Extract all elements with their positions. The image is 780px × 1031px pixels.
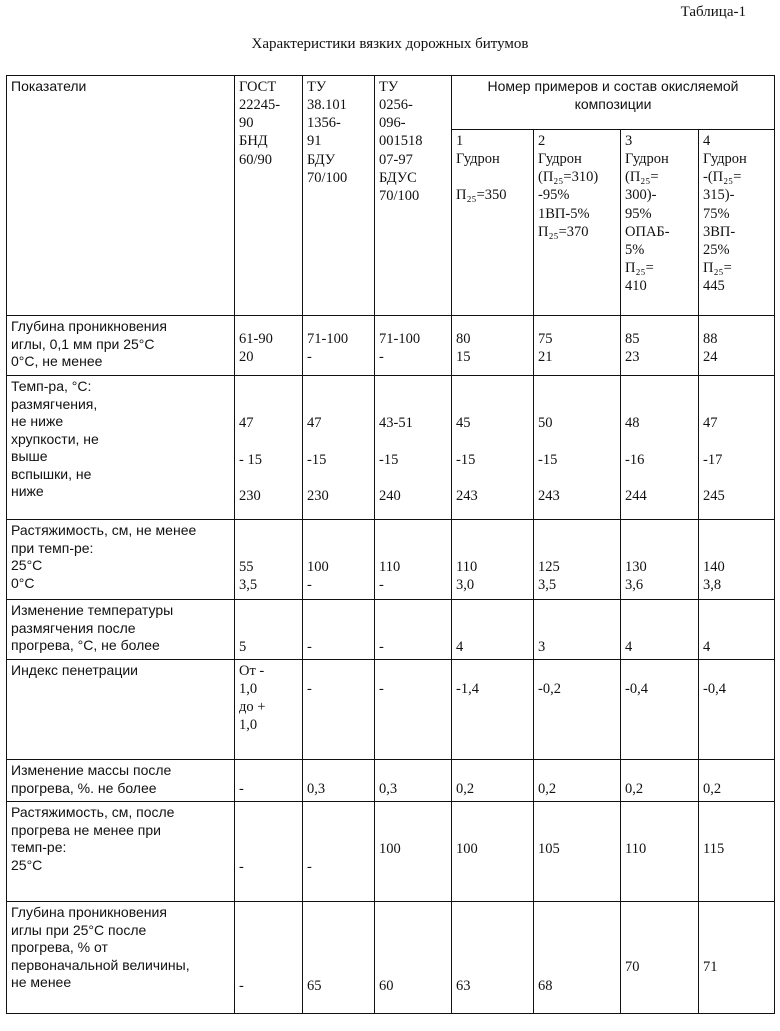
cell-ex2: -0,2 bbox=[534, 660, 621, 760]
cell-gost: 55 3,5 bbox=[235, 520, 303, 600]
cell-ex3: 130 3,6 bbox=[621, 520, 699, 600]
header-example-4: 4 Гудрон -(П₂₅= 315)- 75% 3ВП- 25% П₂₅= 445 bbox=[699, 130, 775, 316]
cell-ex4: 71 bbox=[699, 902, 775, 1014]
cell-gost: - bbox=[235, 760, 303, 802]
cell-tu2: - bbox=[375, 660, 452, 760]
cell-tu1: - bbox=[303, 600, 375, 660]
table-number: Таблица-1 bbox=[680, 4, 746, 20]
header-example-3: 3 Гудрон (П₂₅= 300)- 95% ОПАБ- 5% П₂₅= 410 bbox=[621, 130, 699, 316]
cell-tu2: 71-100 - bbox=[375, 316, 452, 376]
cell-ex3: -0,4 bbox=[621, 660, 699, 760]
header-gost: ГОСТ 22245- 90 БНД 60/90 bbox=[235, 76, 303, 316]
cell-tu1: 71-100 - bbox=[303, 316, 375, 376]
cell-gost: 61-90 20 bbox=[235, 316, 303, 376]
cell-ex1: 45 -15 243 bbox=[452, 376, 534, 520]
cell-tu1: - bbox=[303, 802, 375, 902]
cell-tu2: 0,3 bbox=[375, 760, 452, 802]
row-label: Глубина проникновения иглы при 25°C после прогрева, % от первоначальной величины, не менее bbox=[7, 902, 235, 1014]
table-row bbox=[7, 760, 775, 802]
cell-ex2: 125 3,5 bbox=[534, 520, 621, 600]
cell-ex3: 4 bbox=[621, 600, 699, 660]
cell-ex4: -0,4 bbox=[699, 660, 775, 760]
cell-ex4: 4 bbox=[699, 600, 775, 660]
bitumen-characteristics-table bbox=[6, 75, 775, 1014]
header-example-2: 2 Гудрон (П₂₅=310) -95% 1ВП-5% П₂₅=370 bbox=[534, 130, 621, 316]
table-row bbox=[7, 600, 775, 660]
row-label: Растяжимость, см, не менее при темп-ре: 25°C 0°C bbox=[7, 520, 235, 600]
cell-ex4: 115 bbox=[699, 802, 775, 902]
row-label: Изменение массы после прогрева, %. не более bbox=[7, 760, 235, 802]
cell-tu2: - bbox=[375, 600, 452, 660]
cell-ex3: 48 -16 244 bbox=[621, 376, 699, 520]
cell-tu2: 100 bbox=[375, 802, 452, 902]
cell-tu2: 60 bbox=[375, 902, 452, 1014]
row-label: Растяжимость, см, после прогрева не менее при темп-ре: 25°C bbox=[7, 802, 235, 902]
cell-tu2: 110 - bbox=[375, 520, 452, 600]
cell-ex3: 110 bbox=[621, 802, 699, 902]
header-example-1: 1 Гудрон П₂₅=350 bbox=[452, 130, 534, 316]
cell-ex2: 50 -15 243 bbox=[534, 376, 621, 520]
cell-ex4: 47 -17 245 bbox=[699, 376, 775, 520]
cell-ex1: 63 bbox=[452, 902, 534, 1014]
cell-tu1: - bbox=[303, 660, 375, 760]
cell-ex2: 0,2 bbox=[534, 760, 621, 802]
header-tu1: ТУ 38.101 1356- 91 БДУ 70/100 bbox=[303, 76, 375, 316]
table-row bbox=[7, 520, 775, 600]
cell-gost: - bbox=[235, 802, 303, 902]
header-examples: Номер примеров и состав окисляемой композиции bbox=[452, 76, 775, 130]
cell-ex2: 3 bbox=[534, 600, 621, 660]
cell-ex3: 0,2 bbox=[621, 760, 699, 802]
cell-ex3: 85 23 bbox=[621, 316, 699, 376]
cell-ex1: 110 3,0 bbox=[452, 520, 534, 600]
cell-tu1: 47 -15 230 bbox=[303, 376, 375, 520]
table-title: Характеристики вязких дорожных битумов bbox=[251, 36, 529, 52]
cell-tu1: 100 - bbox=[303, 520, 375, 600]
table-row bbox=[7, 902, 775, 1014]
row-label: Темп-ра, °C: размягчения, не ниже хрупкости, не выше вспышки, не ниже bbox=[7, 376, 235, 520]
header-indicator: Показатели bbox=[7, 76, 235, 316]
cell-ex2: 68 bbox=[534, 902, 621, 1014]
cell-gost: - bbox=[235, 902, 303, 1014]
cell-tu1: 0,3 bbox=[303, 760, 375, 802]
cell-ex1: 80 15 bbox=[452, 316, 534, 376]
cell-ex3: 70 bbox=[621, 902, 699, 1014]
cell-ex4: 140 3,8 bbox=[699, 520, 775, 600]
row-label: Индекс пенетрации bbox=[7, 660, 235, 760]
table-row bbox=[7, 376, 775, 520]
row-label: Изменение температуры размягчения после прогрева, °C, не более bbox=[7, 600, 235, 660]
cell-ex1: -1,4 bbox=[452, 660, 534, 760]
table-row bbox=[7, 802, 775, 902]
table-row bbox=[7, 660, 775, 760]
cell-ex4: 0,2 bbox=[699, 760, 775, 802]
cell-ex1: 100 bbox=[452, 802, 534, 902]
cell-ex2: 75 21 bbox=[534, 316, 621, 376]
row-label: Глубина проникновения иглы, 0,1 мм при 25°C 0°C, не менее bbox=[7, 316, 235, 376]
cell-ex1: 0,2 bbox=[452, 760, 534, 802]
cell-gost: От - 1,0 до + 1,0 bbox=[235, 660, 303, 760]
cell-tu2: 43-51 -15 240 bbox=[375, 376, 452, 520]
header-tu2: ТУ 0256- 096- 001518 07-97 БДУС 70/100 bbox=[375, 76, 452, 316]
cell-ex2: 105 bbox=[534, 802, 621, 902]
cell-tu1: 65 bbox=[303, 902, 375, 1014]
cell-gost: 5 bbox=[235, 600, 303, 660]
table-row bbox=[7, 316, 775, 376]
cell-ex1: 4 bbox=[452, 600, 534, 660]
cell-ex4: 88 24 bbox=[699, 316, 775, 376]
cell-gost: 47 - 15 230 bbox=[235, 376, 303, 520]
